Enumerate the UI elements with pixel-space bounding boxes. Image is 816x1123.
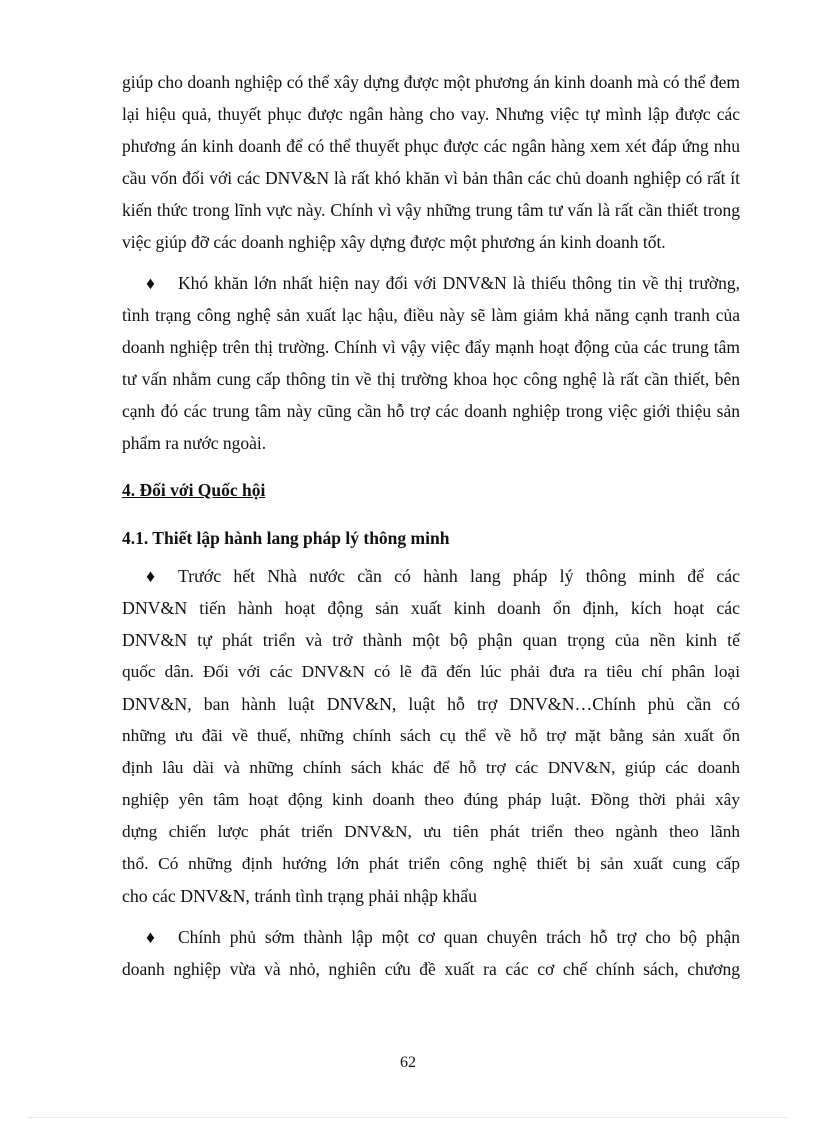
subsection-heading: 4.1. Thiết lập hành lang pháp lý thông minh bbox=[122, 528, 450, 548]
paragraph-line-text: Trước hết Nhà nước cần có hành lang pháp lý thông minh để các bbox=[178, 566, 740, 586]
paragraph-line: DNV&N tự phát triển và trở thành một bộ phận quan trọng của nền kinh tế bbox=[122, 630, 740, 650]
paragraph-line: định lâu dài và những chính sách khác để hỗ trợ các DNV&N, giúp các doanh bbox=[122, 758, 740, 777]
paragraph-line: tư vấn nhằm cung cấp thông tin về thị trường khoa học công nghệ là rất cần thiết, bên bbox=[122, 369, 740, 389]
paragraph-line: việc giúp đỡ các doanh nghiệp xây dựng được một phương án kinh doanh tốt. bbox=[122, 232, 666, 252]
paragraph-line bbox=[122, 267, 740, 299]
paragraph-line: doanh nghiệp trên thị trường. Chính vì vậy việc đẩy mạnh hoạt động của các trung tâm bbox=[122, 337, 740, 357]
paragraph-line: tình trạng công nghệ sản xuất lạc hậu, điều này sẽ làm giảm khả năng cạnh tranh của bbox=[122, 305, 740, 325]
paragraph-line: cầu vốn đối với các DNV&N là rất khó khăn vì bản thân các chủ doanh nghiệp có rất ít bbox=[122, 168, 740, 188]
section-heading: 4. Đối với Quốc hội bbox=[122, 480, 266, 500]
paragraph-line: DNV&N tiến hành hoạt động sản xuất kinh doanh ổn định, kích hoạt các bbox=[122, 598, 740, 618]
paragraph-3 bbox=[122, 560, 740, 912]
paragraph-line bbox=[122, 921, 740, 953]
paragraph-line: kiến thức trong lĩnh vực này. Chính vì vậy những trung tâm tư vấn là rất cần thiết trong bbox=[122, 200, 740, 220]
paragraph-line: cạnh đó các trung tâm này cũng cần hỗ trợ các doanh nghiệp trong việc giới thiệu sản bbox=[122, 401, 740, 421]
paragraph-line: nghiệp yên tâm hoạt động kinh doanh theo đúng pháp luật. Đồng thời phải xây bbox=[122, 790, 740, 809]
paragraph-line: lại hiệu quả, thuyết phục được ngân hàng cho vay. Nhưng việc tự mình lập được các bbox=[122, 104, 740, 124]
paragraph-line: cho các DNV&N, tránh tình trạng phải nhập khẩu bbox=[122, 886, 478, 906]
paragraph-line: giúp cho doanh nghiệp có thể xây dựng được một phương án kinh doanh mà có thể đem bbox=[122, 72, 740, 92]
paragraph-line-text: Chính phủ sớm thành lập một cơ quan chuyên trách hỗ trợ cho bộ phận bbox=[178, 927, 740, 947]
diamond-bullet-icon: ♦ bbox=[146, 927, 155, 947]
paragraph-line: thổ. Có những định hướng lớn phát triển công nghệ thiết bị sản xuất cung cấp bbox=[122, 854, 740, 873]
paragraph-line: doanh nghiệp vừa và nhỏ, nghiên cứu đề xuất ra các cơ chế chính sách, chương bbox=[122, 959, 740, 979]
paragraph-4 bbox=[122, 921, 740, 985]
document-page bbox=[122, 66, 740, 985]
paragraph-line-text: Khó khăn lớn nhất hiện nay đối với DNV&N là thiếu thông tin về thị trường, bbox=[178, 273, 740, 293]
paragraph-2 bbox=[122, 267, 740, 459]
paragraph-line: quốc dân. Đối với các DNV&N có lẽ đã đến lúc phải đưa ra tiêu chí phân loại bbox=[122, 662, 740, 681]
diamond-bullet-icon: ♦ bbox=[146, 566, 156, 586]
paragraph-line bbox=[122, 560, 740, 592]
paragraph-line: dựng chiến lược phát triển DNV&N, ưu tiên phát triển theo ngành theo lãnh bbox=[122, 822, 740, 841]
paragraph-line: những ưu đãi về thuế, những chính sách cụ thể về hỗ trợ mặt bằng sản xuất ổn bbox=[122, 726, 740, 745]
paragraph-1 bbox=[122, 66, 740, 258]
diamond-bullet-icon: ♦ bbox=[146, 273, 155, 293]
page-bottom-divider bbox=[28, 1117, 788, 1118]
paragraph-line: DNV&N, ban hành luật DNV&N, luật hỗ trợ DNV&N…Chính phủ cần có bbox=[122, 694, 740, 714]
page-number: 62 bbox=[400, 1054, 416, 1071]
paragraph-line: phẩm ra nước ngoài. bbox=[122, 433, 267, 453]
paragraph-line: phương án kinh doanh để có thể thuyết phục được các ngân hàng xem xét đáp ứng nhu bbox=[122, 136, 740, 156]
